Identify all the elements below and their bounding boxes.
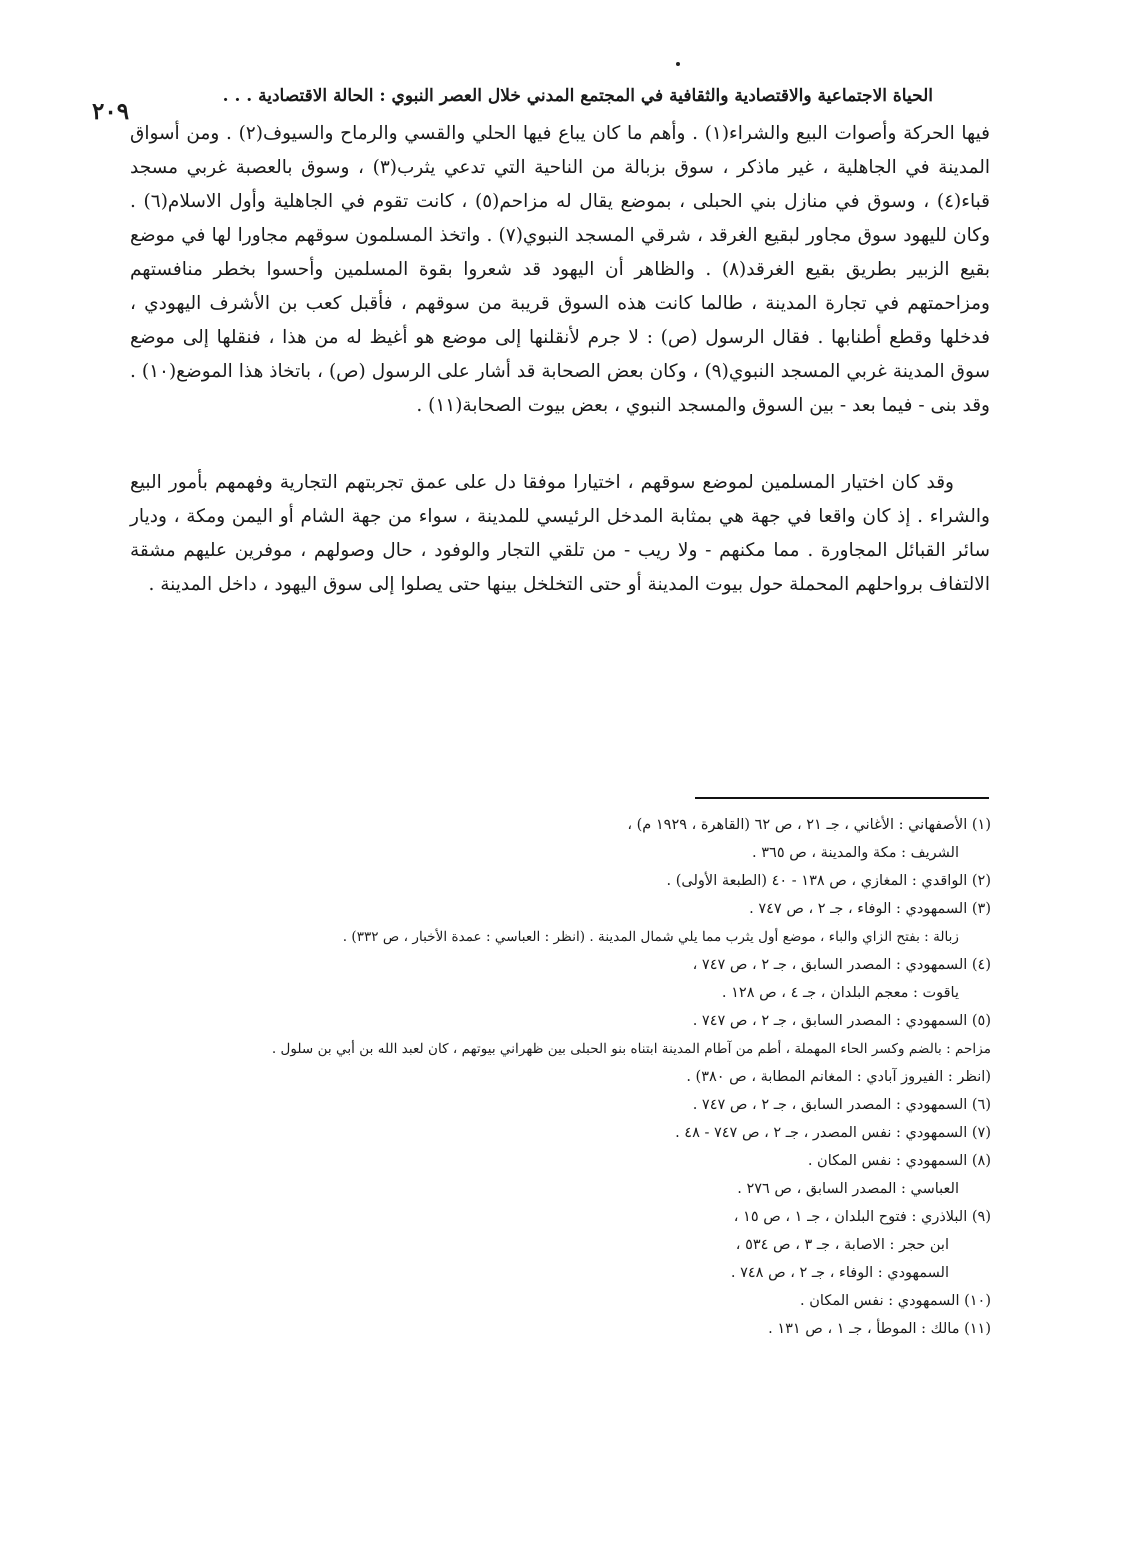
footnotes xyxy=(131,811,991,1343)
footnote-line: (٢) الواقدي : المغازي ، ص ١٣٨ - ٤٠ (الطبعة الأولى) . xyxy=(666,873,991,889)
page-number: ٢٠٩ xyxy=(92,98,130,125)
footnote-line: (٩) البلاذري : فتوح البلدان ، جـ ١ ، ص ١٥ ، xyxy=(733,1209,991,1225)
footnote-line: (انظر : الفيروز آبادي : المغانم المطابة ، ص ٣٨٠) . xyxy=(686,1069,991,1085)
footnote-line: زبالة : بفتح الزاي والباء ، موضع أول يثرب مما يلي شمال المدينة . (انظر : العباسي : عمدة الأخبار ، ص ٣٣٢) . xyxy=(342,929,959,945)
paragraph: فيها الحركة وأصوات البيع والشراء(١) . وأهم ما كان يباع فيها الحلي والقسي والرماح والسيوف(٢) . ومن أسواق المدينة في الجاهلية ، غير ماذكر ، سوق بزبالة من الناحية التي تدعي يثرب(٣) ، وسوق بالعصبة غربي مسجد قباء(٤) ، وسوق في منازل بني الحبلى ، بموضع يقال له مزاحم(٥) ، كانت تقوم في الجاهلية وأول الاسلام(٦) . وكان لليهود سوق مجاور لبقيع الغرقد ، شرقي المسجد النبوي(٧) . واتخذ المسلمون سوقهم مجاورا لها في موضع بقيع الزبير بطريق بقيع الغرقد(٨) . والظاهر أن اليهود قد شعروا بقوة المسلمين وأحسوا بخطر منافستهم ومزاحمتهم في تجارة المدينة ، طالما كانت هذه السوق قريبة من سوقهم ، فأقبل كعب بن الأشرف اليهودي ، فدخلها وقطع أطنابها . فقال الرسول (ص) : لا جرم لأنقلنها إلى موضع هو أغيظ له من هذا ، فنقلها إلى موضع سوق المدينة غربي المسجد النبوي(٩) ، وكان بعض الصحابة قد أشار على الرسول (ص) ، باتخاذ هذا الموضع(١٠) . وقد بنى - فيما بعد - بين السوق والمسجد النبوي ، بعض بيوت الصحابة(١١) . xyxy=(130,123,991,416)
footnote-line: (١٠) السمهودي : نفس المكان . xyxy=(800,1293,991,1309)
footnote-line: ياقوت : معجم البلدان ، جـ ٤ ، ص ١٢٨ . xyxy=(721,985,959,1001)
footnote-line: الشريف : مكة والمدينة ، ص ٣٦٥ . xyxy=(752,845,959,861)
footnote-line: (٣) السمهودي : الوفاء ، جـ ٢ ، ص ٧٤٧ . xyxy=(749,901,991,917)
footnote-line: (٤) السمهودي : المصدر السابق ، جـ ٢ ، ص ٧٤٧ ، xyxy=(692,957,991,973)
footnote-line: (٨) السمهودي : نفس المكان . xyxy=(807,1153,991,1169)
footnote-separator xyxy=(695,797,989,799)
top-mark xyxy=(676,62,680,66)
footnote-line: (٥) السمهودي : المصدر السابق ، جـ ٢ ، ص ٧٤٧ . xyxy=(692,1013,991,1029)
footnote-line: (١) الأصفهاني : الأغاني ، جـ ٢١ ، ص ٦٢ (القاهرة ، ١٩٢٩ م) ، xyxy=(627,817,991,833)
paragraph: وقد كان اختيار المسلمين لموضع سوقهم ، اختيارا موفقا دل على عمق تجربتهم التجارية وفهمهم بأمور البيع والشراء . إذ كان واقعا في جهة هي بمثابة المدخل الرئيسي للمدينة ، سواء من جهة الشام أو اليمن ومكة ، وديار سائر القبائل المجاورة . مما مكنهم - ولا ريب - من تلقي التجار والوفود ، حال وصولهم ، موفرين عليهم مشقة الالتفاف برواحلهم المحملة حول بيوت المدينة أو حتى التخلخل بينها حتى يصلوا إلى سوق اليهود ، داخل المدينة . xyxy=(130,472,990,595)
running-head: الحياة الاجتماعية والاقتصادية والثقافية في المجتمع المدني خلال العصر النبوي : الحالة الاقتصادية . . . xyxy=(222,86,933,106)
footnote-line: ابن حجر : الاصابة ، جـ ٣ ، ص ٥٣٤ ، xyxy=(735,1237,949,1253)
footnote-line: (٧) السمهودي : نفس المصدر ، جـ ٢ ، ص ٧٤٧ - ٤٨ . xyxy=(675,1125,991,1141)
footnote-line: السمهودي : الوفاء ، جـ ٢ ، ص ٧٤٨ . xyxy=(730,1265,949,1281)
footnote-line: العباسي : المصدر السابق ، ص ٢٧٦ . xyxy=(737,1181,959,1197)
footnote-line: (١١) مالك : الموطأ ، جـ ١ ، ص ١٣١ . xyxy=(768,1321,991,1337)
footnote-line: (٦) السمهودي : المصدر السابق ، جـ ٢ ، ص ٧٤٧ . xyxy=(692,1097,991,1113)
main-text xyxy=(130,117,990,602)
footnote-line: مزاحم : بالضم وكسر الحاء المهملة ، أطم من آطام المدينة ابتناه بنو الحبلى بين ظهراني بيوتهم ، كان لعبد الله بن أبي بن سلول . xyxy=(271,1041,991,1057)
